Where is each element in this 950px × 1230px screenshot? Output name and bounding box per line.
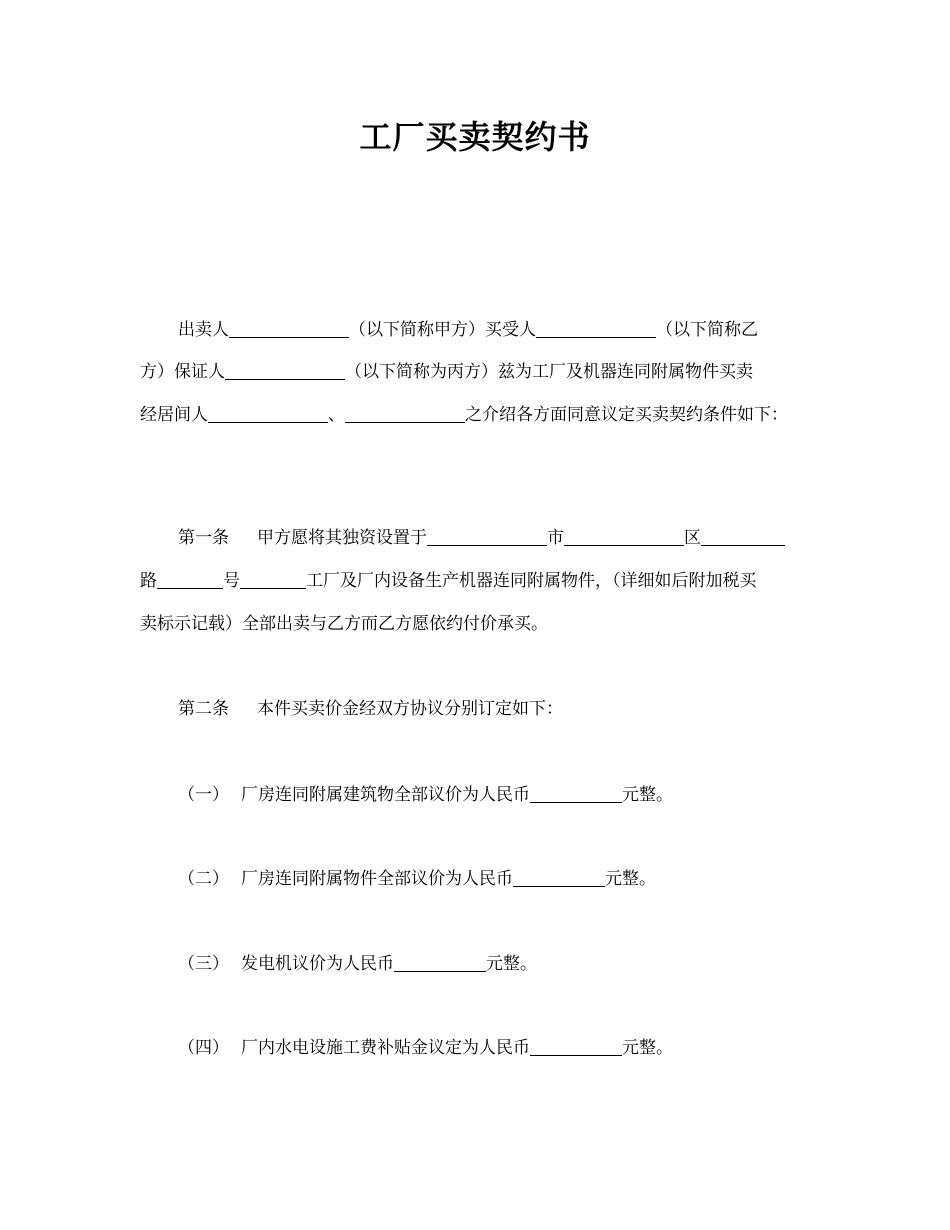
item-number: （四） bbox=[178, 1038, 229, 1058]
article1-label: 第一条 bbox=[178, 528, 229, 548]
document-title: 工厂买卖契约书 bbox=[359, 118, 591, 156]
article2-line bbox=[178, 697, 563, 721]
seller-note: （以下简称甲方）买受人 bbox=[349, 320, 536, 340]
buyer-note: （以下简称乙 bbox=[656, 320, 758, 340]
guarantor-label: 方）保证人 bbox=[140, 362, 225, 382]
article1-line-2 bbox=[140, 569, 757, 593]
article1-line-1 bbox=[178, 526, 785, 550]
item-text: 厂房连同附属物件全部议价为人民币 bbox=[241, 869, 513, 889]
article1-text-a: 甲方愿将其独资设置于 bbox=[257, 528, 427, 548]
guarantor-blank[interactable] bbox=[225, 361, 345, 380]
article2-text: 本件买卖价金经双方协议分别订定如下： bbox=[257, 699, 563, 719]
amount-blank[interactable] bbox=[530, 784, 622, 803]
city-label: 市 bbox=[547, 528, 564, 548]
amount-blank[interactable] bbox=[394, 953, 486, 972]
item-suffix: 元整。 bbox=[486, 954, 537, 974]
city-blank[interactable] bbox=[427, 527, 547, 546]
road-label: 路 bbox=[140, 571, 157, 591]
seller-label: 出卖人 bbox=[178, 320, 229, 340]
item-suffix: 元整。 bbox=[622, 1038, 673, 1058]
item-text: 厂房连同附属建筑物全部议价为人民币 bbox=[241, 785, 530, 805]
article1-line-3 bbox=[140, 612, 548, 636]
number-blank[interactable] bbox=[157, 570, 223, 589]
district-blank[interactable] bbox=[564, 527, 684, 546]
item-suffix: 元整。 bbox=[622, 785, 673, 805]
broker-label: 经居间人 bbox=[140, 405, 208, 425]
item-number: （二） bbox=[178, 869, 229, 889]
road-blank[interactable] bbox=[701, 527, 785, 546]
item-number: （一） bbox=[178, 785, 229, 805]
guarantor-note: （以下简称为丙方）兹为工厂及机器连同附属物件买卖 bbox=[345, 362, 753, 382]
intro-line-1 bbox=[178, 318, 758, 342]
item-number: （三） bbox=[178, 954, 229, 974]
intro-line-2 bbox=[140, 360, 753, 384]
item-suffix: 元整。 bbox=[605, 869, 656, 889]
amount-blank[interactable] bbox=[513, 868, 605, 887]
intro-line-3 bbox=[140, 403, 788, 427]
article2-label: 第二条 bbox=[178, 699, 229, 719]
broker-blank-1[interactable] bbox=[208, 404, 328, 423]
price-item-3 bbox=[178, 952, 537, 976]
number-label: 号 bbox=[223, 571, 240, 591]
item-text: 厂内水电设施工费补贴金议定为人民币 bbox=[241, 1038, 530, 1058]
article1-text-d: 卖标示记载）全部出卖与乙方而乙方愿依约付价承买。 bbox=[140, 614, 548, 634]
price-item-4 bbox=[178, 1036, 673, 1060]
article1-text-c: 工厂及厂内设备生产机器连同附属物件，（详细如后附加税买 bbox=[306, 571, 757, 591]
buyer-blank[interactable] bbox=[536, 319, 656, 338]
factory-blank[interactable] bbox=[240, 570, 306, 589]
broker-blank-2[interactable] bbox=[345, 404, 465, 423]
price-item-2 bbox=[178, 867, 656, 891]
item-text: 发电机议价为人民币 bbox=[241, 954, 394, 974]
broker-note: 之介绍各方面同意议定买卖契约条件如下： bbox=[465, 405, 788, 425]
district-label: 区 bbox=[684, 528, 701, 548]
broker-separator: 、 bbox=[328, 405, 345, 425]
price-item-1 bbox=[178, 783, 673, 807]
amount-blank[interactable] bbox=[530, 1037, 622, 1056]
seller-blank[interactable] bbox=[229, 319, 349, 338]
